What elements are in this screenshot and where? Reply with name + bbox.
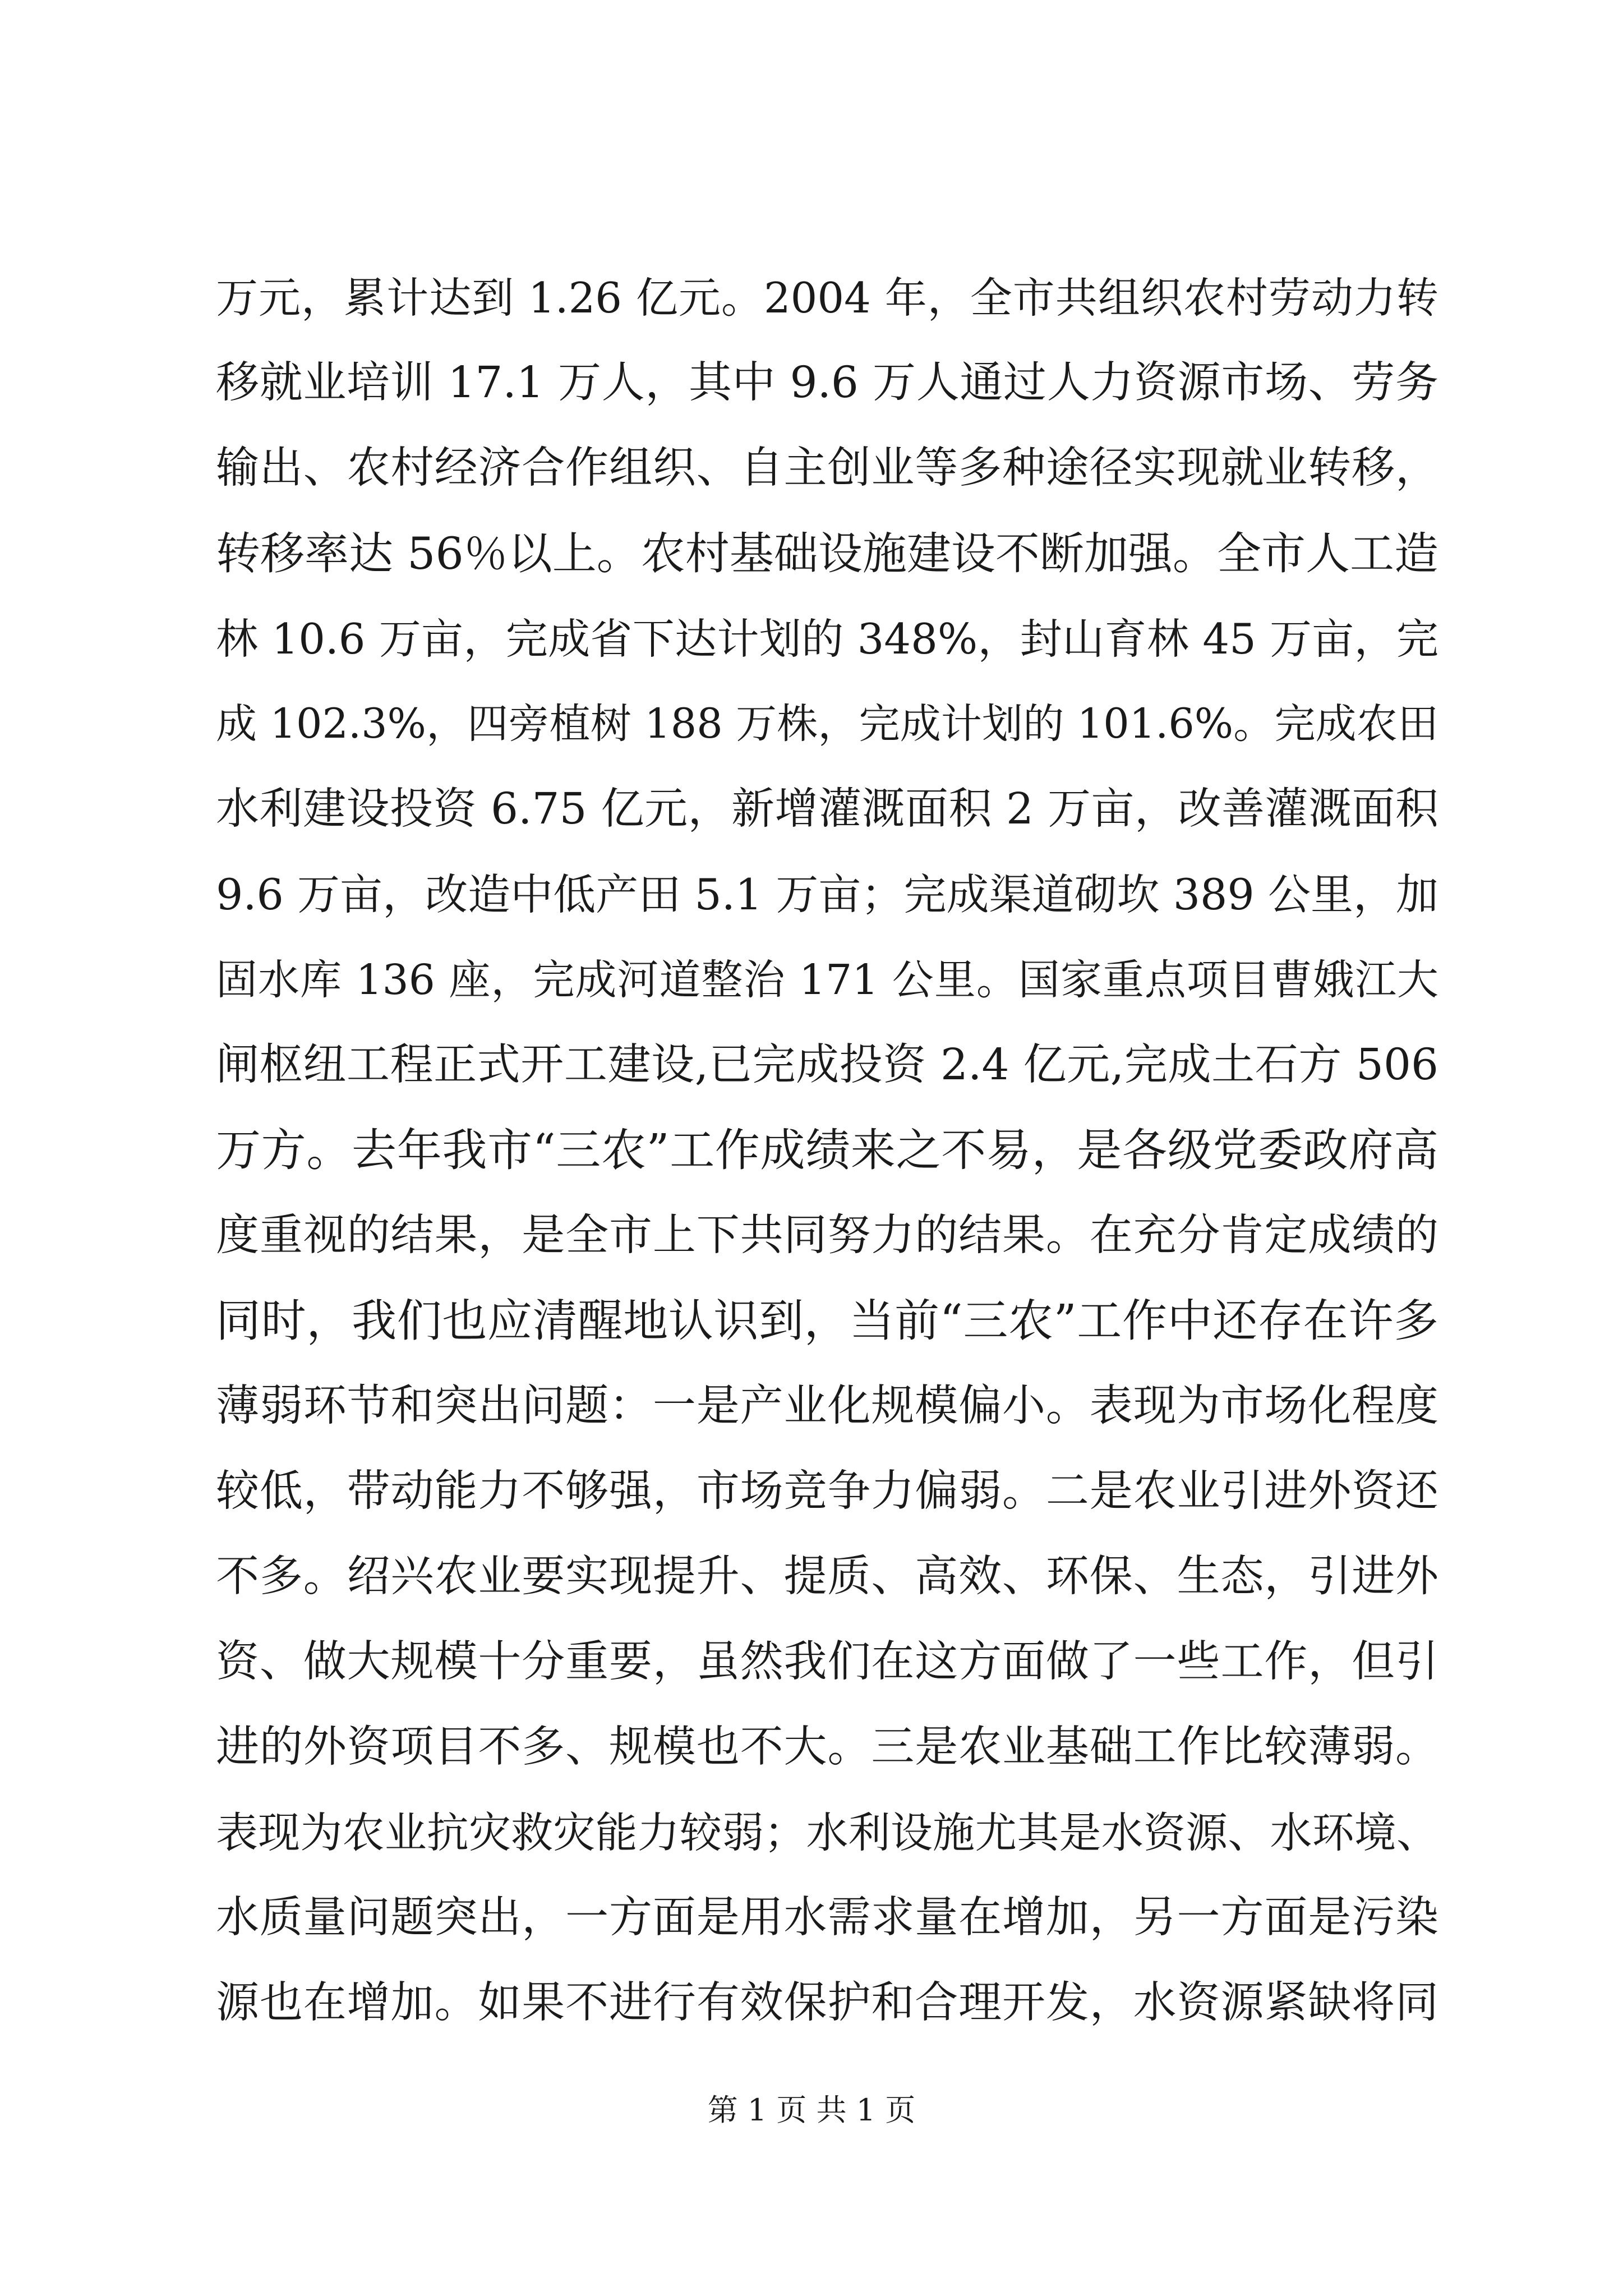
text-line: 不多。绍兴农业要实现提升、提质、高效、环保、生态，引进外: [216, 1552, 1438, 1602]
text-line: 度重视的结果，是全市上下共同努力的结果。在充分肯定成绩的: [216, 1211, 1438, 1260]
text-line: 同时，我们也应清醒地认识到，当前“三农”工作中还存在许多: [216, 1295, 1438, 1347]
page-number: 第 1 页 共 1 页: [707, 2092, 916, 2128]
text-line: 薄弱环节和突出问题：一是产业化规模偏小。表现为市场化程度: [216, 1381, 1438, 1431]
text-line: 固水库 136 座，完成河道整治 171 公里。国家重点项目曹娥江大: [216, 956, 1438, 1004]
text-line: 万方。去年我市“三农”工作成绩来之不易，是各级党委政府高: [216, 1124, 1438, 1176]
text-line: 万元，累计达到 1.26 亿元。2004 年，全市共组织农村劳动力转: [216, 273, 1438, 323]
text-line: 资、做大规模十分重要，虽然我们在这方面做了一些工作，但引: [216, 1637, 1438, 1687]
text-line: 9.6 万亩，改造中低产田 5.1 万亩；完成渠道砌坎 389 公里，加: [216, 869, 1438, 919]
text-line: 较低，带动能力不够强，市场竞争力偏弱。二是农业引进外资还: [216, 1466, 1438, 1516]
text-line: 源也在增加。如果不进行有效保护和合理开发，水资源紧缺将同: [216, 1978, 1438, 2028]
text-line: 表现为农业抗灾救灾能力较弱；水利设施尤其是水资源、水环境、: [216, 1808, 1438, 1857]
text-line: 转移率达 56％以上。农村基础设施建设不断加强。全市人工造: [216, 528, 1438, 579]
text-line: 闸枢纽工程正式开工建设,已完成投资 2.4 亿元,完成土石方 506: [216, 1040, 1438, 1090]
text-line: 移就业培训 17.1 万人，其中 9.6 万人通过人力资源市场、劳务: [216, 358, 1438, 408]
text-line: 输出、农村经济合作组织、自主创业等多种途径实现就业转移，: [216, 443, 1438, 493]
body-text: [216, 255, 1438, 2046]
text-line: 成 102.3%，四旁植树 188 万株，完成计划的 101.6%。完成农田: [216, 700, 1438, 748]
text-line: 进的外资项目不多、规模也不大。三是农业基础工作比较薄弱。: [216, 1722, 1438, 1772]
text-line: 林 10.6 万亩，完成省下达计划的 348%，封山育林 45 万亩，完: [216, 614, 1438, 664]
text-line: 水利建设投资 6.75 亿元，新增灌溉面积 2 万亩，改善灌溉面积: [216, 784, 1438, 834]
text-line: 水质量问题突出，一方面是用水需求量在增加，另一方面是污染: [216, 1893, 1438, 1943]
page-footer: [0, 2088, 1623, 2133]
